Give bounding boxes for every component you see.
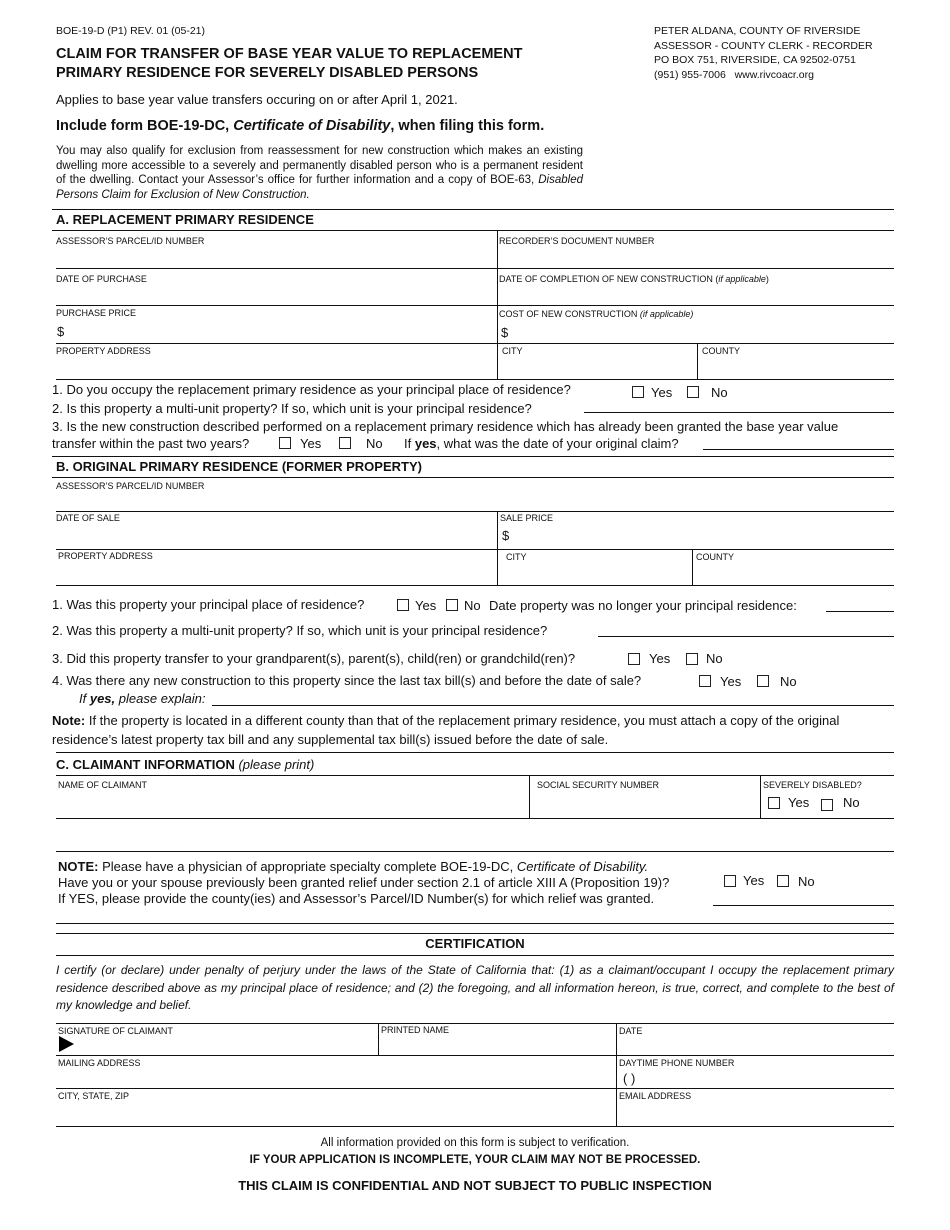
- explain-prefix: If: [79, 691, 90, 706]
- replacement-parcel-field[interactable]: [56, 247, 493, 267]
- divider: [529, 775, 530, 819]
- divider: [56, 268, 894, 269]
- include-prefix: Include form BOE-19-DC,: [56, 118, 234, 134]
- city-label: CITY: [502, 346, 523, 356]
- sale-price-label: SALE PRICE: [500, 513, 554, 523]
- section-b-question-4: 4. Was there any new construction to this property since the last tax bill(s) and before the date of sale?: [52, 673, 642, 688]
- city-state-zip-label: CITY, STATE, ZIP: [58, 1091, 130, 1101]
- explain-rest: please explain:: [115, 691, 206, 706]
- completion-date-label: [499, 274, 769, 284]
- yes-label: Yes: [651, 385, 673, 400]
- completion-label-close: ): [765, 274, 769, 284]
- divider: [378, 1023, 379, 1055]
- office-website[interactable]: www.rivcoacr.org: [734, 68, 814, 81]
- section-a-question-1: 1. Do you occupy the replacement primary residence as your principal place of residence?: [52, 382, 571, 397]
- divider: [56, 343, 894, 344]
- parcel-label: ASSESSOR’S PARCEL/ID NUMBER: [56, 236, 205, 246]
- signature-field[interactable]: [80, 1037, 374, 1053]
- severely-disabled-label: SEVERELY DISABLED?: [763, 780, 862, 790]
- cost-label-italic: (if applicable): [639, 309, 694, 319]
- form-title-line2: PRIMARY RESIDENCE FOR SEVERELY DISABLED PERSONS: [56, 65, 479, 81]
- note-bold: NOTE:: [58, 859, 99, 874]
- certification-text: I certify (or declare) under penalty of perjury under the laws of the State of California that: (1) as a claimant/occupant I occupy the replacement primary residence described above as my principal place of residence; and (2) the foregoing, and all information hereon, is true, correct, and complete to the best of my knowledge and belief.: [56, 963, 894, 1012]
- no-label: No: [706, 651, 723, 666]
- county-label: COUNTY: [696, 552, 734, 562]
- b-q4-explain-label: [79, 691, 206, 706]
- section-b-question-2: 2. Was this property a multi-unit property? If so, which unit is your principal residence?: [52, 623, 548, 638]
- q3-if: If: [404, 436, 415, 451]
- dollar-sign: $: [502, 528, 510, 543]
- note-label: Note:: [52, 713, 86, 728]
- original-city-field[interactable]: [506, 563, 688, 583]
- divider: [56, 851, 894, 852]
- form-title-line1: CLAIM FOR TRANSFER OF BASE YEAR VALUE TO REPLACEMENT: [56, 46, 523, 62]
- divider: [616, 1023, 617, 1127]
- mailing-address-label: MAILING ADDRESS: [58, 1058, 141, 1068]
- no-label: No: [798, 874, 815, 889]
- date-field[interactable]: [619, 1037, 891, 1053]
- cost-label-text: COST OF NEW CONSTRUCTION: [499, 309, 640, 319]
- office-line3: PO BOX 751, RIVERSIDE, CA 92502-0751: [654, 54, 856, 66]
- completion-label-text: DATE OF COMPLETION OF NEW CONSTRUCTION (: [499, 274, 719, 284]
- original-parcel-field[interactable]: [56, 492, 892, 510]
- b-q4-explain-line[interactable]: [212, 705, 894, 706]
- form-code: BOE-19-D (P1) REV. 01 (05-21): [56, 25, 206, 37]
- printed-name-label: PRINTED NAME: [381, 1025, 450, 1035]
- a-q3-no-checkbox[interactable]: [339, 437, 351, 449]
- phone-label: DAYTIME PHONE NUMBER: [619, 1058, 735, 1068]
- explain-bold: yes,: [89, 691, 116, 706]
- b-q1-date-line[interactable]: [826, 611, 894, 612]
- intro-italic: Disabled Persons Claim for Exclusion of New Construction.: [56, 174, 583, 201]
- yes-label: Yes: [300, 436, 322, 451]
- prior-relief-question: Have you or your spouse previously been granted relief under section 2.1 of article XIII A (Proposition 19)?: [58, 875, 670, 890]
- original-county-field[interactable]: [696, 563, 892, 583]
- divider: [56, 1055, 894, 1056]
- claimant-name-field[interactable]: [58, 792, 526, 816]
- divider: [56, 1023, 894, 1024]
- intro-paragraph: [56, 144, 583, 202]
- divider: [52, 456, 894, 457]
- if-yes-county-instruction: If YES, please provide the county(ies) and Assessor’s Parcel/ID Number(s) for which relief was granted.: [58, 891, 655, 906]
- office-address: [654, 24, 873, 82]
- signature-label: SIGNATURE OF CLAIMANT: [58, 1026, 173, 1036]
- incomplete-warning: IF YOUR APPLICATION IS INCOMPLETE, YOUR CLAIM MAY NOT BE PROCESSED.: [249, 1154, 701, 1166]
- cost-construction-label: [499, 309, 693, 319]
- section-a-question-3-line2: transfer within the past two years?: [52, 436, 250, 451]
- section-c-title: [56, 757, 314, 772]
- divider: [56, 1088, 894, 1089]
- disabled-yes-checkbox[interactable]: [768, 797, 780, 809]
- a-q3-yes-checkbox[interactable]: [279, 437, 291, 449]
- no-label: No: [464, 598, 481, 613]
- divider: [52, 209, 894, 210]
- divider: [56, 818, 894, 819]
- yes-label: Yes: [415, 598, 437, 613]
- property-address-label: PROPERTY ADDRESS: [58, 551, 153, 561]
- no-label: No: [843, 795, 860, 810]
- applies-text: Applies to base year value transfers occuring on or after April 1, 2021.: [56, 92, 458, 107]
- divider: [56, 955, 894, 956]
- replacement-county-field[interactable]: [702, 357, 892, 377]
- city-state-zip-field[interactable]: [58, 1103, 612, 1123]
- replacement-address-field[interactable]: [56, 357, 493, 377]
- completion-date-field[interactable]: [499, 285, 891, 303]
- divider: [56, 1126, 894, 1127]
- note-line1-text: If the property is located in a different county than that of the replacement primary residence, you must attach a copy of the original: [85, 713, 840, 728]
- confidential-notice: THIS CLAIM IS CONFIDENTIAL AND NOT SUBJECT TO PUBLIC INSPECTION: [238, 1178, 712, 1193]
- yes-label: Yes: [788, 795, 810, 810]
- divider: [52, 230, 894, 231]
- sale-price-field[interactable]: [513, 524, 892, 546]
- section-c-title-text: C. CLAIMANT INFORMATION: [56, 757, 239, 772]
- purchase-date-field[interactable]: [56, 285, 493, 303]
- construction-cost-field[interactable]: [512, 322, 892, 340]
- section-b-question-1: 1. Was this property your principal place of residence?: [52, 597, 365, 612]
- intro-text: You may also qualify for exclusion from reassessment for new construction which makes an existing dwelling more accessible to a severely and permanently disabled person who is a permanent resident of the dwelling. Contact your Assessor’s office for further information and a copy of BOE-63,: [56, 145, 583, 187]
- a-q2-unit-line[interactable]: [584, 412, 894, 413]
- divider: [52, 477, 894, 478]
- a-q1-no-checkbox[interactable]: [687, 386, 699, 398]
- section-b-note-line1: [52, 713, 839, 728]
- purchase-date-label: DATE OF PURCHASE: [56, 274, 147, 284]
- divider: [697, 343, 698, 380]
- a-q1-yes-checkbox[interactable]: [632, 386, 644, 398]
- city-label: CITY: [506, 552, 527, 562]
- parcel-label: ASSESSOR’S PARCEL/ID NUMBER: [56, 481, 205, 491]
- note-italic: Certificate of Disability.: [516, 859, 649, 874]
- yes-label: Yes: [649, 651, 671, 666]
- note-text: Please have a physician of appropriate specialty complete BOE-19-DC,: [98, 859, 517, 874]
- divider: [56, 379, 894, 380]
- email-field[interactable]: [619, 1103, 891, 1123]
- recorder-doc-field[interactable]: [499, 247, 891, 267]
- divider: [692, 549, 693, 586]
- ssn-label: SOCIAL SECURITY NUMBER: [537, 780, 660, 790]
- prior-relief-details-line[interactable]: [713, 905, 894, 906]
- county-label: COUNTY: [702, 346, 740, 356]
- sale-date-label: DATE OF SALE: [56, 513, 120, 523]
- triangle-right-icon: [58, 1035, 76, 1053]
- dollar-sign: $: [501, 325, 509, 340]
- section-b-note-line2: residence’s latest property tax bill and any supplemental tax bill(s) issued before the date of sale.: [52, 732, 609, 747]
- divider: [56, 511, 894, 512]
- b-q1-date-label: Date property was no longer your principal residence:: [489, 598, 797, 613]
- include-italic: Certificate of Disability: [233, 118, 391, 134]
- claimant-name-label: NAME OF CLAIMANT: [58, 780, 148, 790]
- office-line1: PETER ALDANA, COUNTY OF RIVERSIDE: [654, 25, 861, 37]
- recorder-doc-label: RECORDER’S DOCUMENT NUMBER: [499, 236, 655, 246]
- certification-title: CERTIFICATION: [425, 936, 525, 951]
- phone-format: ( ): [623, 1071, 636, 1086]
- a-q3-original-claim-question: [404, 436, 679, 451]
- divider: [56, 752, 894, 753]
- sale-date-field[interactable]: [56, 524, 493, 546]
- replacement-city-field[interactable]: [502, 357, 694, 377]
- section-a-question-2: 2. Is this property a multi-unit property? If so, which unit is your principal residence?: [52, 401, 532, 416]
- disabled-no-checkbox[interactable]: [821, 799, 833, 811]
- original-address-field[interactable]: [58, 563, 493, 583]
- divider: [56, 933, 894, 934]
- include-form-text: [56, 118, 544, 134]
- physician-note: [58, 859, 648, 874]
- no-label: No: [366, 436, 383, 451]
- office-line2: ASSESSOR - COUNTY CLERK - RECORDER: [654, 39, 873, 52]
- property-address-label: PROPERTY ADDRESS: [56, 346, 151, 356]
- prior-relief-yes-checkbox[interactable]: [724, 875, 736, 887]
- mailing-address-field[interactable]: [58, 1069, 612, 1086]
- b-q3-yes-checkbox[interactable]: [628, 653, 640, 665]
- no-label: No: [711, 385, 728, 400]
- email-label: EMAIL ADDRESS: [619, 1091, 692, 1101]
- section-b-question-3: 3. Did this property transfer to your grandparent(s), parent(s), child(ren) or grandchild(ren)?: [52, 651, 576, 666]
- divider: [56, 923, 894, 924]
- b-q3-no-checkbox[interactable]: [686, 653, 698, 665]
- date-label: DATE: [619, 1026, 643, 1036]
- no-label: No: [780, 674, 797, 689]
- divider: [760, 775, 761, 819]
- purchase-price-field[interactable]: [68, 322, 492, 340]
- phone-field[interactable]: [680, 1069, 891, 1086]
- q3-if-rest: , what was the date of your original claim?: [436, 436, 679, 451]
- b-q4-no-checkbox[interactable]: [757, 675, 769, 687]
- purchase-price-label: PURCHASE PRICE: [56, 308, 137, 318]
- section-a-question-3-line1: 3. Is the new construction described performed on a replacement primary residence which has already been granted the base year value: [52, 419, 839, 434]
- verification-notice: All information provided on this form is subject to verification.: [320, 1137, 630, 1149]
- yes-label: Yes: [720, 674, 742, 689]
- dollar-sign: $: [57, 324, 65, 339]
- printed-name-field[interactable]: [381, 1037, 613, 1053]
- b-q4-yes-checkbox[interactable]: [699, 675, 711, 687]
- b-q2-unit-line[interactable]: [598, 636, 894, 637]
- b-q1-yes-checkbox[interactable]: [397, 599, 409, 611]
- divider: [56, 549, 894, 550]
- b-q1-no-checkbox[interactable]: [446, 599, 458, 611]
- yes-label: Yes: [743, 873, 765, 888]
- divider: [56, 775, 894, 776]
- section-c-title-italic: (please print): [238, 757, 315, 772]
- q3-yes-bold: yes: [414, 436, 437, 451]
- divider: [56, 585, 894, 586]
- a-q3-claim-date-line[interactable]: [703, 449, 894, 450]
- divider: [56, 305, 894, 306]
- section-b-title: B. ORIGINAL PRIMARY RESIDENCE (FORMER PROPERTY): [56, 459, 422, 474]
- ssn-field[interactable]: [537, 792, 756, 816]
- office-phone: (951) 955-7006: [654, 68, 726, 81]
- completion-label-italic: if applicable: [718, 274, 766, 284]
- include-suffix: , when filing this form.: [390, 118, 545, 134]
- prior-relief-no-checkbox[interactable]: [777, 875, 789, 887]
- section-a-title: A. REPLACEMENT PRIMARY RESIDENCE: [56, 212, 314, 227]
